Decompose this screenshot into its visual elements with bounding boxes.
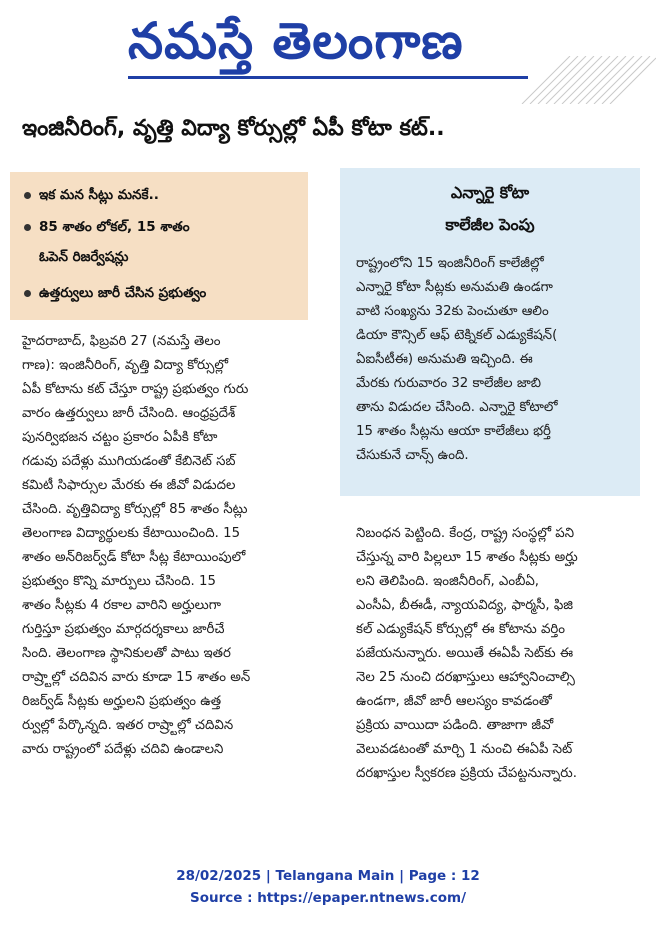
sidebar-text-line: తాను విడుదల చేసింది. ఎన్నారై కోటాలో [356, 400, 558, 415]
body-text-line: గుర్తిస్తూ ప్రభుత్వం మార్గదర్శకాలు జారీచే [22, 622, 225, 637]
body-text-line: దరఖాస్తుల స్వీకరణ ప్రక్రియ చేపట్టనున్నారు. [356, 766, 577, 781]
masthead [0, 0, 656, 100]
body-text-line: చేసింది. వృత్తివిద్యా కోర్సుల్లో 85 శాతం సీట్లు [22, 502, 248, 517]
bullet-icon [24, 192, 31, 199]
highlight-item: ఉత్తర్వులు జారీ చేసిన ప్రభుత్వం [24, 284, 206, 302]
body-text-line: ఉండగా, జీవో జారీ ఆలస్యం కావడంతో [356, 694, 552, 709]
body-text-line: హైదరాబాద్, ఫిబ్రవరి 27 (నమస్తే తెలం [22, 334, 221, 349]
body-text-line: వారం ఉత్తర్వులు జారీ చేసింది. ఆంధ్రప్రదేశ్ [22, 406, 236, 421]
newspaper-title: నమస్తే తెలంగాణ [128, 12, 464, 70]
source-link[interactable]: Source : https://epaper.ntnews.com/ [189, 890, 467, 906]
sidebar-title: కాలేజీల పెంపు [445, 215, 535, 234]
sidebar-text-line: 15 శాతం సీట్లను ఆయా కాలేజీలు భర్తీ [356, 424, 551, 439]
sidebar-text-line: ఎన్నారై కోటా సీట్లకు అనుమతి ఉండగా [356, 280, 553, 295]
body-text-line: కమిటీ సిఫార్సుల మేరకు ఈ జీవో విడుదల [22, 478, 236, 493]
body-text-line: శాతం సీట్లకు 4 రకాల వారిని అర్హులుగా [22, 598, 221, 613]
article-headline: ఇంజినీరింగ్, వృత్తి విద్యా కోర్సుల్లో ఏపీ కోటా కట్.. [22, 116, 445, 141]
body-text-line: ప్రక్రియ వాయిదా పడింది. తాజాగా జీవో [356, 718, 554, 733]
body-text-line: సింది. తెలంగాణ స్థానికులతో పాటు ఇతర [22, 646, 231, 661]
highlight-item: ఇక మన సీట్లు మనకే.. [24, 186, 159, 204]
sidebar-text-line: చేసుకునే చాన్స్ ఉంది. [356, 448, 469, 463]
sidebar-title: ఎన్నారై కోటా [450, 183, 530, 202]
bullet-icon [24, 290, 31, 297]
body-text-line: వెలువడటంతో మార్చి 1 నుంచి ఈఏపీ సెట్ [356, 742, 573, 757]
body-text-line: నెల 25 నుంచి దరఖాస్తులు ఆహ్వానించాల్సి [356, 670, 575, 685]
bullet-icon [24, 224, 31, 231]
sidebar-text-line: వాటి సంఖ్యను 32కు పెంచుతూ ఆలిం [356, 304, 549, 319]
body-text-line: రిజర్వ్‌డ్ సీట్లకు అర్హులని ప్రభుత్వం ఉత్త [22, 694, 222, 709]
body-text-line: ప్రభుత్వం కొన్ని మార్పులు చేసింది. 15 [22, 574, 216, 589]
body-text-line: లని తెలిపింది. ఇంజినీరింగ్, ఎంబీఏ, [356, 574, 540, 589]
body-text-line: ఎంసీఏ, బీఈడీ, న్యాయవిద్య, ఫార్మసీ, ఫిజి [356, 598, 574, 613]
sidebar-text-line: మేరకు గురువారం 32 కాలేజీల జాబి [356, 376, 541, 391]
body-text-line: రాష్ర్టాల్లో చదివిన వారు కూడా 15 శాతం అన్ [22, 670, 251, 685]
corner-stripes-decoration [512, 56, 656, 104]
body-text-line: తెలంగాణ విద్యార్థులకు కేటాయించింది. 15 [22, 526, 241, 541]
masthead-underline [128, 76, 528, 79]
body-text-line: ర్వుల్లో పేర్కొన్నది. ఇతర రాష్ర్టాల్లో చదివిన [22, 718, 234, 733]
body-text-line: పజేయనున్నారు. అయితే ఈఏపీ సెట్‌కు ఈ [356, 646, 574, 661]
edition-info: 28/02/2025 | Telangana Main | Page : 12 [176, 868, 480, 884]
body-text-line: ఏపీ కోటాను కట్ చేస్తూ రాష్ట్ర ప్రభుత్వం గురు [22, 382, 249, 397]
body-text-line: గడువు పదేళ్లు ముగియడంతో కేబినెట్ సబ్ [22, 454, 236, 469]
body-text-line: వారు రాష్ట్రంలో పదేళ్లు చదివి ఉండాలని [22, 742, 224, 757]
body-text-line: కల్ ఎడ్యుకేషన్ కోర్సుల్లో ఈ కోటాను వర్తిం [356, 622, 566, 637]
body-text-line: పునర్విభజన చట్టం ప్రకారం ఏపీకి కోటా [22, 430, 218, 445]
highlight-item: 85 శాతం లోకల్, 15 శాతం [24, 218, 190, 236]
highlight-item-continuation: ఓపెన్ రిజర్వేషన్లు [39, 249, 129, 265]
highlights-box [10, 172, 308, 320]
body-text-line: శాతం అన్‌రిజర్వ్‌డ్ కోటా సీట్ల కేటాయింపులో [22, 550, 246, 565]
body-text-line: గాణ): ఇంజినీరింగ్, వృత్తి విద్యా కోర్సుల్లో [22, 358, 229, 373]
sidebar-text-line: ఏఐసీటీఈ) అనుమతి ఇచ్చింది. ఈ [356, 352, 533, 367]
sidebar-text-line: డియా కౌన్సిల్ ఆఫ్ టెక్నికల్ ఎడ్యుకేషన్( [356, 328, 558, 343]
sidebar-text-line: రాష్ట్రంలోని 15 ఇంజినీరింగ్ కాలేజీల్లో [356, 256, 544, 271]
body-text-line: చేస్తున్న వారి పిల్లలూ 15 శాతం సీట్లకు అర్హు [356, 550, 578, 565]
body-text-line: నిబంధన పెట్టింది. కేంద్ర, రాష్ట్ర సంస్థల్లో పని [356, 526, 575, 541]
